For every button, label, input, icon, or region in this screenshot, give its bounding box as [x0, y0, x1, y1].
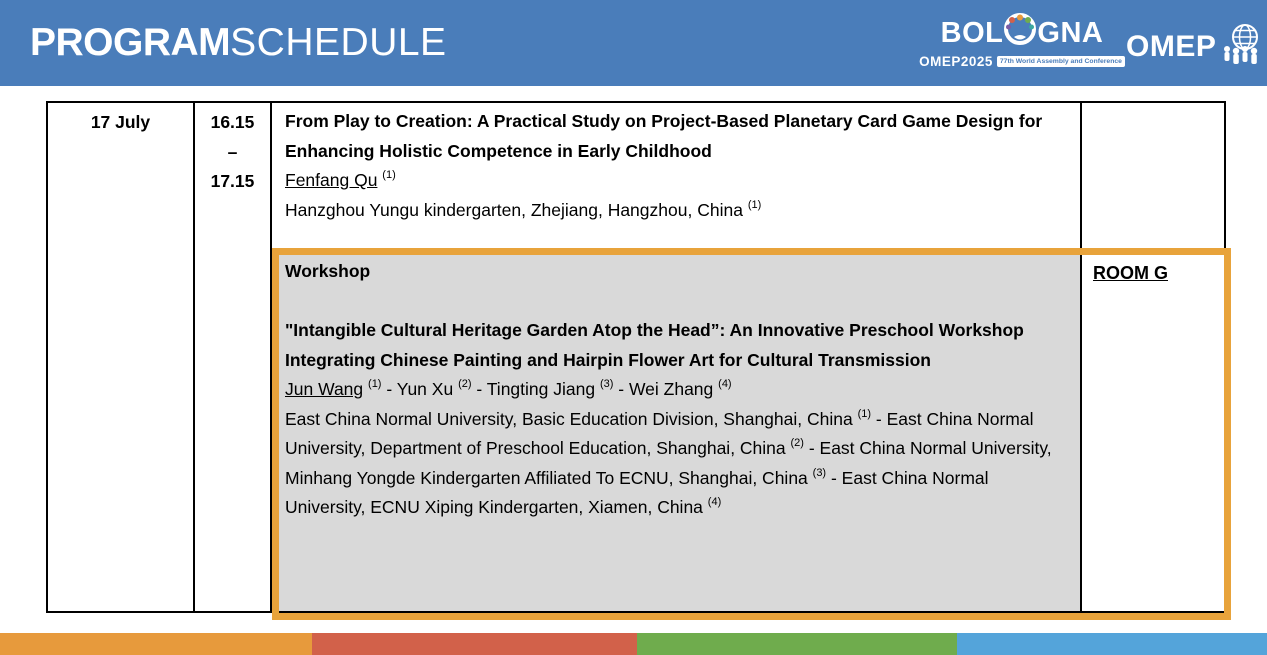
- time-start: 16.15: [210, 112, 255, 132]
- session-1-cell: [272, 103, 1082, 250]
- presenter-separator: -: [381, 379, 397, 399]
- time-cell: [195, 103, 272, 611]
- affiliation-text: East China Normal University, Department of Preschool Education, Shanghai, China: [285, 408, 1034, 458]
- presenter-affiliation-ref: (1): [368, 378, 382, 391]
- bologna-o-icon: [1004, 13, 1036, 53]
- footer-stripe-red: [312, 633, 637, 655]
- footer-stripe-blue: [957, 633, 1267, 655]
- blank-line: [285, 287, 1066, 317]
- bologna-subtitle: OMEP2025: [919, 54, 993, 69]
- session-1-title: From Play to Creation: A Practical Study on Project-Based Planetary Card Game Design for Enhancing Holistic Competence in Early Childhood: [285, 111, 1043, 161]
- affiliation-ref: (1): [747, 198, 762, 211]
- session-2-affiliations: [285, 405, 1066, 523]
- page-title: [30, 18, 447, 68]
- presenter-separator: -: [471, 379, 487, 399]
- session-1-affiliations: [285, 196, 1066, 226]
- presenter-name: Yun Xu: [396, 379, 454, 399]
- presenter-affiliation-ref: (4): [718, 378, 732, 391]
- session-2-cell: [272, 250, 1082, 611]
- affiliation-text: Hanzghou Yungu kindergarten, Zhejiang, Hangzhou, China: [285, 199, 743, 220]
- affiliation-separator: -: [826, 467, 842, 488]
- presenter-name: Tingting Jiang: [486, 379, 596, 399]
- presenter-affiliation-ref: (1): [382, 169, 396, 182]
- page-title-schedule: SCHEDULE: [230, 21, 447, 64]
- header-banner: [0, 0, 1267, 86]
- affiliation-text: East China Normal University, Basic Education Division, Shanghai, China: [285, 408, 853, 429]
- date-cell: [48, 103, 195, 611]
- affiliation-text: East China Normal University, ECNU Xiping Kindergarten, Xiamen, China: [285, 467, 989, 517]
- affiliation-ref: (3): [812, 466, 827, 479]
- bologna-omep2025-logo: [919, 13, 1122, 69]
- affiliation-ref: (1): [857, 407, 872, 420]
- date-label: 17 July: [90, 112, 151, 132]
- presenter-name: Fenfang Qu: [285, 170, 378, 190]
- affiliation-text: East China Normal University, Minhang Yongde Kindergarten Affiliated To ECNU, Shanghai, China: [285, 438, 1052, 488]
- affiliation-ref: (4): [707, 496, 722, 509]
- footer-stripe-green: [637, 633, 957, 655]
- time-separator: –: [227, 141, 238, 162]
- omep-wordmark: OMEP: [1126, 29, 1217, 63]
- schedule-table: [46, 101, 1226, 613]
- presenter-name: Wei Zhang: [628, 379, 714, 399]
- bologna-text-left: BOL: [940, 17, 1004, 49]
- affiliation-separator: -: [871, 408, 887, 429]
- session-2-room-cell: [1082, 250, 1224, 611]
- session-1-room-cell: [1082, 103, 1224, 250]
- page-title-program: PROGRAM: [30, 21, 231, 64]
- bologna-text-right: GNA: [1037, 17, 1104, 49]
- room-label: ROOM G: [1093, 263, 1168, 283]
- footer-stripe-orange: [0, 633, 312, 655]
- presenter-affiliation-ref: (3): [599, 378, 614, 391]
- time-end: 17.15: [210, 171, 255, 191]
- footer-stripes: [0, 633, 1267, 655]
- session-2-presenters: [285, 375, 1066, 405]
- bologna-badge: 77th World Assembly and Conference: [997, 56, 1125, 67]
- presenter-affiliation-ref: (2): [458, 378, 472, 391]
- omep-logo: [1126, 22, 1263, 71]
- session-1-presenters: [285, 166, 1066, 196]
- session-2-type: Workshop: [285, 261, 371, 281]
- affiliation-ref: (2): [790, 437, 804, 450]
- bologna-wordmark: [942, 13, 1102, 53]
- presenter-separator: -: [613, 379, 629, 399]
- presenter-name: Jun Wang: [285, 379, 364, 399]
- omep-globe-children-icon: [1221, 22, 1263, 71]
- affiliation-separator: -: [803, 438, 820, 458]
- session-2-title: "Intangible Cultural Heritage Garden Atop the Head”: An Innovative Preschool Workshop Integrating Chinese Painting and Hairpin Flower Art for Cultural Transmission: [285, 320, 1024, 370]
